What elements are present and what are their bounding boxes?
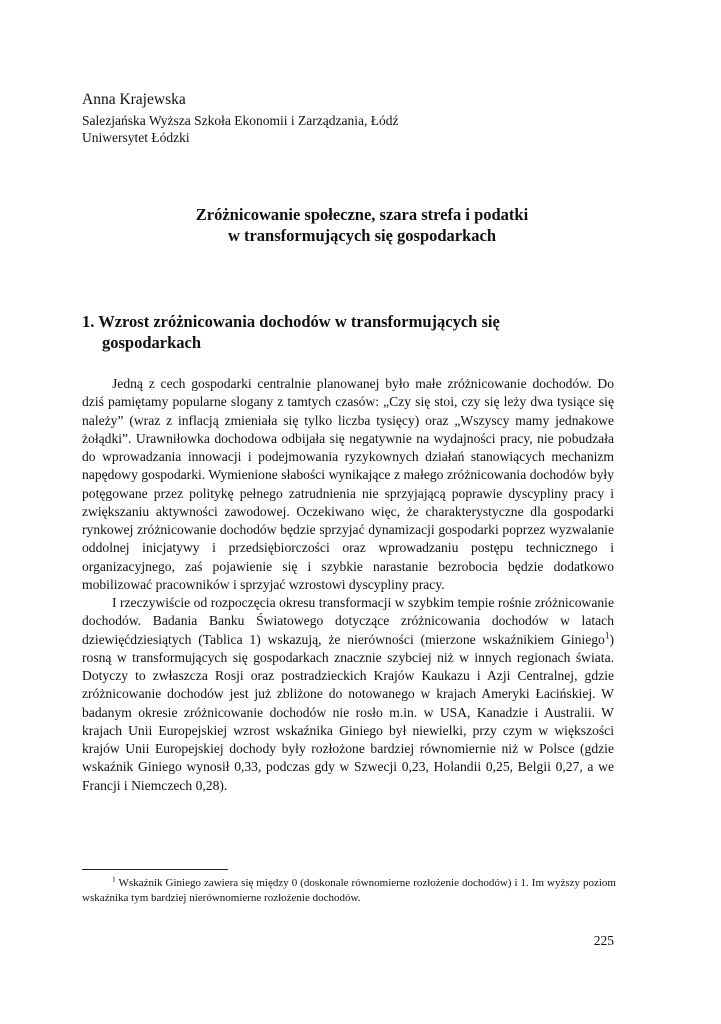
affiliation-2: Uniwersytet Łódzki xyxy=(82,130,190,145)
footnote-marker: 1 xyxy=(112,874,116,884)
footnote-divider xyxy=(82,869,228,870)
author-block xyxy=(82,90,642,146)
footnote-reference[interactable]: 1 xyxy=(604,629,610,640)
article-title xyxy=(82,204,642,246)
footnote-text: Wskaźnik Giniego zawiera się między 0 (doskonale równomierne rozłożenie dochodów) i 1. Im wyższy poziom wskaźnika tym bardziej nierównomierne rozłożenie dochodów. xyxy=(82,877,616,904)
footnote xyxy=(82,876,616,906)
paragraph-2-part-1: I rzeczywiście od rozpoczęcia okresu transformacji w szybkim tempie rośnie zróżnicowanie dochodów. Badania Banku Światowego dotyczące zróżnicowania dochodów w latach dziewięćdziesiątych (Tablica 1) wskazują, że nierówności (mierzone wskaźnikiem Giniego xyxy=(82,595,614,647)
section-heading xyxy=(82,311,622,353)
title-line-2: w transformujących się gospodarkach xyxy=(227,226,497,245)
author-name: Anna Krajewska xyxy=(82,91,186,108)
body-text xyxy=(82,375,614,795)
paragraph-1: Jedną z cech gospodarki centralnie planowanej było małe zróżnicowanie dochodów. Do dziś pamiętamy popularne slogany z tamtych czasów: „Czy się stoi, czy się leży dwa tysiące się należy” (wraz z inflacją zmieniała się tylko liczba tysięcy) oraz „Wszyscy mamy jednakowe żołądki”. Urawniłowka dochodowa odbijała się negatywnie na wydajności pracy, nie pobudzała do wprowadzania innowacji i podejmowania ryzykownych działań stanowiących mechanizm napędowy gospodarki. Wymienione słabości wynikające z małego zróżnicowania dochodów były potęgowane przez politykę pełnego zatrudnienia nie sprzyjającą poprawie dyscypliny pracy i zwiększaniu aktywności zawodowej. Oczekiwano więc, że charakterystyczne dla gospodarki rynkowej zróżnicowanie dochodów będzie sprzyjać dynamizacji gospodarki poprzez wyzwalanie oddolnej inicjatywy i przedsiębiorczości oraz wprowadzaniu postępu technicznego i organizacyjnego, zaś pojawienie się i szybkie narastanie bezrobocia będzie dodatkowo mobilizować pracowników i sprzyjać wzrostowi dyscypliny pracy. xyxy=(82,376,614,592)
section-heading-line-2: gospodarkach xyxy=(102,333,202,352)
paragraph-2-part-2: ) rosną w transformujących się gospodarkach znacznie szybciej niż w innych regionach świata. Dotyczy to zwłaszcza Rosji oraz postradzieckich Krajów Kaukazu i Azji Centralnej, gdzie zróżnicowanie dochodów jest już zbliżone do notowanego w krajach Ameryki Łacińskiej. W badanym okresie zróżnicowanie dochodów nie rosło m.in. w USA, Kanadzie i Australii. W krajach Unii Europejskiej wzrost wskaźnika Giniego był niewielki, przy czym w większości krajów Unii Europejskiej dochody były rozłożone bardziej równomiernie niż w Polsce (gdzie wskaźnik Giniego wynosił 0,33, podczas gdy w Szwecji 0,23, Holandii 0,25, Belgii 0,27, a we Francji i Niemczech 0,28). xyxy=(82,631,614,793)
title-line-1: Zróżnicowanie społeczne, szara strefa i podatki xyxy=(195,205,529,224)
paragraph-2 xyxy=(82,594,614,795)
affiliation-1: Salezjańska Wyższa Szkoła Ekonomii i Zarządzania, Łódź xyxy=(82,113,399,128)
section-heading-line-1: 1. Wzrost zróżnicowania dochodów w transformujących się xyxy=(82,312,500,331)
page-number: 225 xyxy=(593,933,614,948)
